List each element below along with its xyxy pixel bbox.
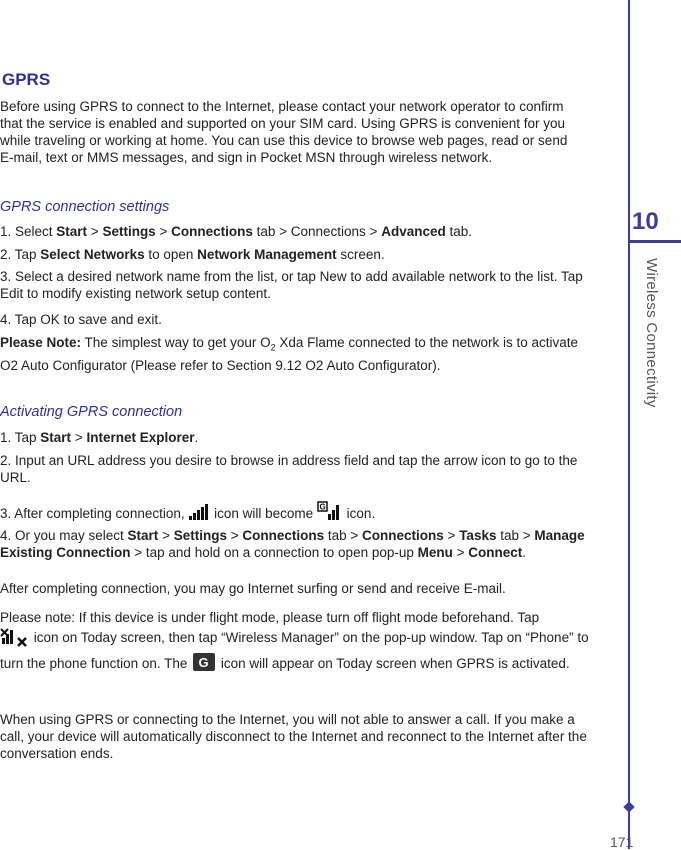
svg-text:G: G [319, 502, 326, 512]
diamond-icon [623, 801, 634, 812]
intro-paragraph: Before using GPRS to connect to the Internet, please contact your network operator to confirm that the service is enabled and supported on your SIM card. Using GPRS is convenient for you while traveling or working at home. You can use this device to browse web pages, read or send E-mail, text or MMS messages, and sign in Pocket MSN through wireless network. [0, 99, 568, 165]
svg-text:G: G [198, 655, 209, 670]
settings-step-1: 1. Select Start > Settings > Connections tab > Connections > Advanced tab. [0, 224, 473, 239]
settings-step-2: 2. Tap Select Networks to open Network Management screen. [0, 247, 385, 262]
activating-subheading: Activating GPRS connection [0, 404, 183, 420]
settings-step-4: 4. Tap OK to save and exit. [0, 312, 162, 327]
settings-subheading: GPRS connection settings [0, 199, 170, 215]
gprs-g-icon [191, 652, 217, 676]
chapter-title: Wireless Connectivity [643, 258, 660, 408]
after-connection-text: After completing connection, you may go Internet surfing or send and receive E-mail. [0, 581, 506, 596]
call-note: When using GPRS or connecting to the Internet, you will not able to answer a call. If you make a call, your device will automatically disconnect to the Internet and reconnect to the Internet after the conversation ends. [0, 712, 587, 761]
activating-step-3: 3. After completing connection, icon will become G icon. [0, 501, 375, 525]
please-note: Please Note: The simplest way to get your $O_2$ Xda Flame connected to the network is to activate O2 Auto Configurator (Please refer to Section 9.12 O2 Auto Configurator). [0, 335, 579, 373]
signal-icon [188, 503, 210, 525]
chapter-number: 10 [632, 208, 659, 235]
section-title: GPRS [2, 70, 51, 89]
activating-step-4: 4. Or you may select Start > Settings > Connections tab > Connections > Tasks tab > Manage Existing Connection > tap and hold on a connection to open pop-up Menu > Connect. [0, 528, 585, 560]
activating-step-2: 2. Input an URL address you desire to browse in address field and tap the arrow icon to go to the URL. [0, 453, 578, 485]
flight-mode-note: Please note: If this device is under flight mode, please turn off flight mode beforehand. Tap icon on Today screen, then tap “Wireless Manager” on the pop-up window. Tap on “Phone” to turn the phone function on. The G icon will appear on Today screen when GPRS is activated. [0, 609, 610, 676]
page-number: 171 [610, 834, 634, 850]
settings-step-3: 3. Select a desired network name from the list, or tap New to add available network to the list. Tap Edit to modify existing network setup content. [0, 269, 583, 301]
chapter-divider [628, 240, 681, 243]
wireless-off-icon [0, 626, 30, 652]
activating-step-1: 1. Tap Start > Internet Explorer. [0, 430, 199, 445]
right-rail-line [628, 0, 630, 849]
gprs-signal-icon [317, 501, 343, 525]
